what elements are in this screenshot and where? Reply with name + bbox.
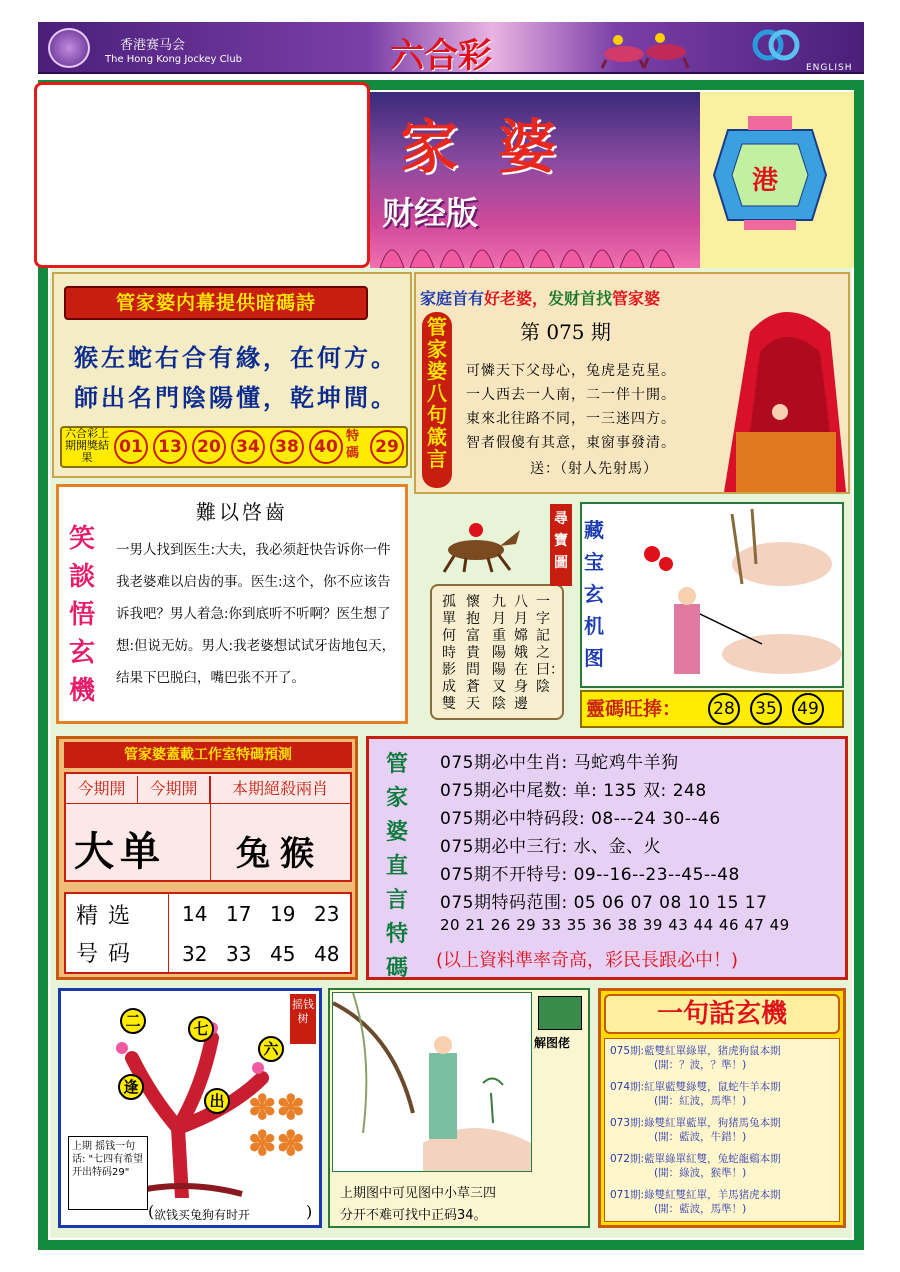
selected-number: 32: [182, 942, 208, 966]
one-liner-heading: 一句話玄機: [604, 994, 840, 1034]
eight-line-gift: 送：（射人先射馬）: [530, 461, 658, 477]
jockey-club-logo-icon[interactable]: [48, 28, 90, 68]
history-result: (開：藍波，牛錯！): [654, 1131, 747, 1143]
eight-line: 智者假傻有其意，東窗事發清。: [466, 435, 676, 451]
result-ball: 38: [270, 430, 304, 464]
direct-note: (以上資料準率奇高，彩民長跟必中！): [436, 950, 739, 971]
scroll-column: 孤單何時影成雙: [442, 594, 456, 712]
selected-numbers-divider: [168, 894, 169, 972]
studio-divider: [210, 776, 211, 880]
slogan-part: 家庭首有: [420, 289, 485, 308]
history-result: (開：藍波，馬準！): [654, 1203, 747, 1215]
history-result: (開：？波，？準！): [654, 1059, 747, 1071]
special-number-ball: 29: [370, 430, 404, 464]
lucky-number-ball: 35: [750, 693, 782, 725]
direct-line: 075期必中生肖: 马蛇鸡牛羊狗: [440, 753, 679, 773]
result-ball: 01: [114, 430, 148, 464]
treasure-map-image: [580, 502, 844, 688]
studio-col-head: 今期開: [138, 776, 210, 804]
direct-line: 075期不开特号: 09--16--23--45--48: [440, 865, 740, 885]
tree-ball: 六: [258, 1036, 284, 1062]
banner-subtitle: 财经版: [382, 194, 479, 232]
tree-ball: 二: [120, 1008, 146, 1034]
history-issue: 074期:: [610, 1081, 645, 1093]
lucky-number-ball: 28: [708, 693, 740, 725]
treasure-map-badge: 尋寶圖: [550, 504, 572, 586]
tree-ball: 七: [188, 1016, 214, 1042]
direct-words-vertical-heading: 管家婆直言特碼: [385, 752, 408, 981]
direct-line: 075期特码范围: 05 06 07 08 10 15 17: [440, 893, 768, 913]
scholar-scene-icon: [333, 993, 531, 1171]
fisherman-scene-icon: [582, 504, 842, 686]
history-text: 綠雙紅雙紅單，羊馬猪虎本期: [644, 1189, 781, 1201]
scroll-column: 九月重陽陽叉陰: [492, 594, 506, 712]
history-issue: 071期:: [610, 1189, 645, 1201]
selected-number: 48: [314, 942, 340, 966]
direct-line: 075期必中特码段: 08---24 30--46: [440, 809, 721, 829]
kill-zodiac-prediction: 兔猴: [236, 834, 324, 874]
veiled-bride-image: [720, 292, 850, 492]
lantern-badge-text: 港: [752, 166, 779, 196]
studio-col-head: 本期絕殺兩肖: [210, 776, 350, 804]
puzzle-answer-line: 分开不难可找中正码34。: [340, 1208, 487, 1223]
history-entry: [610, 1080, 781, 1108]
scroll-column: 八月嫦娥在身邊: [514, 594, 528, 712]
selected-number: 45: [270, 942, 296, 966]
coin-decoration-icon: ✽✽ ✽✽: [248, 1088, 305, 1164]
studio-heading: 管家婆蓋載工作室特碼預測: [64, 742, 352, 768]
brand-ring-icon: [748, 28, 804, 62]
money-tree-caption: 欲钱买兔狗有时开: [154, 1208, 251, 1222]
selected-numbers-label: 精选号码: [76, 904, 141, 967]
slogan-part: 好老婆，: [484, 289, 549, 308]
history-text: 紅單藍雙綠雙，鼠蛇牛羊本期: [644, 1081, 781, 1093]
money-tree-badge: 摇钱树: [290, 994, 316, 1044]
puzzle-solver-icon: [538, 996, 582, 1030]
lucky-number-ball: 49: [792, 693, 824, 725]
blank-notice-box: [34, 82, 370, 268]
history-entry: [610, 1116, 781, 1144]
history-issue: 073期:: [610, 1117, 645, 1129]
history-entry: [610, 1188, 781, 1216]
history-result: (開：綠波，猴準！): [654, 1167, 747, 1179]
scroll-column: 一字記之曰：陰: [536, 594, 564, 695]
slogan-part: 管家婆: [612, 289, 661, 308]
selected-number: 14: [182, 902, 208, 926]
history-text: 藍單綠單紅雙，兔蛇龍鷄本期: [644, 1153, 781, 1165]
caption-bracket: (: [148, 1202, 155, 1221]
tree-ball: 出: [204, 1088, 230, 1114]
lucky-numbers-label: 靈碼旺捧：: [586, 698, 682, 720]
big-single-prediction: 大单: [74, 829, 166, 875]
history-issue: 075期:: [610, 1045, 645, 1057]
history-text: 藍雙紅單綠單，猪虎狗鼠本期: [644, 1045, 781, 1057]
special-number-label: 特碼: [346, 429, 360, 461]
selected-number: 23: [314, 902, 340, 926]
eight-slogan: [420, 286, 660, 309]
eight-lines-vertical-heading: 管家婆八句箴言: [422, 312, 452, 488]
banner-title: 家婆: [400, 113, 597, 181]
history-text: 綠雙紅單藍單，狗猪馬兔本期: [644, 1117, 781, 1129]
horse-rider-icon: [430, 512, 526, 574]
issue-number: 第 075 期: [520, 320, 611, 344]
racing-horses-icon: [596, 26, 716, 70]
poem-heading: 管家婆内幕提供暗碼詩: [64, 286, 368, 320]
org-name-en: The Hong Kong Jockey Club: [105, 54, 243, 65]
last-draw-label: 六合彩上期開獎結果: [65, 427, 109, 464]
selected-number: 19: [270, 902, 296, 926]
poem-line-2: 師出名門陰陽懂，乾坤間。: [74, 383, 398, 412]
result-ball: 13: [153, 430, 187, 464]
direct-line: 075期必中尾数: 单: 135 双: 248: [440, 781, 707, 801]
eight-line: 東來北往路不同，一三迷四方。: [466, 411, 676, 427]
history-entry: [610, 1152, 781, 1180]
mark-six-title: 六合彩: [390, 36, 492, 76]
result-ball: 40: [309, 430, 343, 464]
eight-line: 可憐天下父母心，兔虎是克星。: [466, 363, 676, 379]
result-ball: 34: [231, 430, 265, 464]
result-ball: 20: [192, 430, 226, 464]
history-issue: 072期:: [610, 1153, 645, 1165]
org-name-cn: 香港赛马会: [120, 38, 186, 53]
poem-line-1: 猴左蛇右合有緣，在何方。: [74, 343, 398, 372]
joke-vertical-heading: 笑談悟玄機: [68, 524, 95, 706]
history-result: (開：紅波，馬準！): [654, 1095, 747, 1107]
lotus-decoration-icon: [370, 232, 700, 268]
puzzle-solver-label: 解图佬: [534, 1036, 571, 1050]
slogan-part: 发财首找: [548, 289, 613, 308]
scroll-column: 懷抱富貴問蒼天: [466, 594, 480, 712]
puzzle-answer-line: 上期图中可见图中小草三四: [340, 1186, 497, 1201]
joke-text: 一男人找到医生:大夫，我必须赶快告诉你一件我老婆难以启齿的事。医生:这个，你不应该告诉我吧？男人着急:你到底听不听啊？医生想了想:但说无妨。男人:我老婆想试试牙齿地包天，结果下巴脱臼，嘴巴张不开了。: [116, 542, 396, 686]
eight-line: 一人西去一人南，二一伴十開。: [466, 387, 676, 403]
studio-col-head: 今期開: [66, 776, 138, 804]
tree-ball: 逢: [118, 1074, 144, 1100]
puzzle-image: [332, 992, 532, 1172]
selected-number: 17: [226, 902, 252, 926]
direct-line: 075期必中三行: 水、金、火: [440, 837, 662, 857]
history-entry: [610, 1044, 781, 1072]
direct-line: 20 21 26 29 33 35 36 38 39 43 44 46 47 49: [440, 916, 790, 934]
treasure-map-vertical-title: 藏宝玄机图: [584, 518, 604, 670]
selected-number: 33: [226, 942, 252, 966]
joke-title: 難以啓齒: [196, 500, 288, 524]
english-link[interactable]: ENGLISH: [806, 63, 853, 73]
caption-bracket: ): [306, 1202, 313, 1221]
money-tree-note: 上期 摇钱一句话: "七四有希望 开出特码29": [68, 1136, 148, 1210]
